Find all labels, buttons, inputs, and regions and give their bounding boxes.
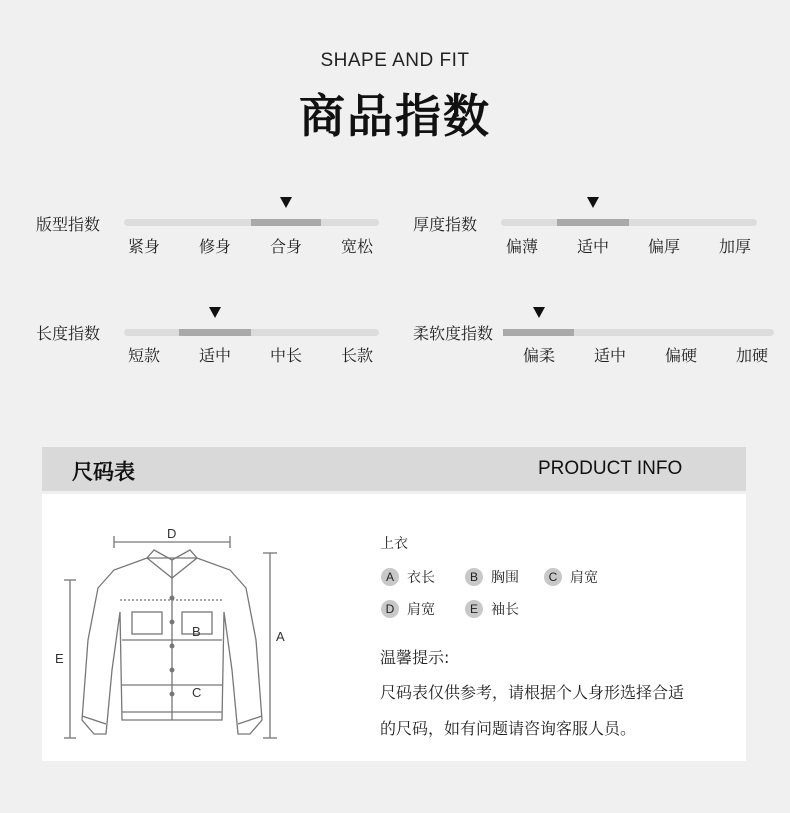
legend-letter-e: E <box>465 600 483 618</box>
softness-index-track <box>503 329 774 336</box>
size-chart-title: 尺码表 <box>72 460 135 484</box>
diagram-label-c: C <box>192 685 202 700</box>
legend-item-a <box>381 567 435 587</box>
legend-text-e: 袖长 <box>491 602 519 618</box>
tip-line-1: 尺码表仅供参考，请根据个人身形选择合适 <box>380 683 685 702</box>
page-title: 商品指数 <box>299 89 491 143</box>
fit-option-4: 宽松 <box>340 237 373 256</box>
thickness-option-1: 偏薄 <box>505 237 538 256</box>
fit-option-2: 修身 <box>198 237 231 256</box>
legend-text-d: 肩宽 <box>407 602 435 618</box>
thickness-index-highlight <box>557 219 629 226</box>
product-info-title: PRODUCT INFO <box>538 458 683 479</box>
length-option-1: 短款 <box>127 346 160 365</box>
thickness-option-3: 偏厚 <box>647 237 680 256</box>
softness-option-4: 加硬 <box>735 346 768 365</box>
diagram-label-a: A <box>276 629 285 644</box>
legend-letter-c: C <box>544 568 562 586</box>
legend-item-d <box>381 599 435 619</box>
softness-index-label: 柔软度指数 <box>413 324 494 343</box>
legend-item-b <box>465 567 519 587</box>
length-index-marker-icon <box>209 307 221 318</box>
length-option-4: 长款 <box>340 346 373 365</box>
tip-line-2: 的尺码，如有问题请咨询客服人员。 <box>380 719 637 738</box>
length-index-track <box>124 329 379 336</box>
length-option-2: 适中 <box>198 346 231 365</box>
diagram-label-b: B <box>192 624 201 639</box>
legend-item-c <box>544 567 598 587</box>
softness-index-highlight <box>503 329 574 336</box>
legend-item-e <box>465 599 519 619</box>
fit-index-label: 版型指数 <box>36 215 101 234</box>
length-index-highlight <box>179 329 251 336</box>
garment-category: 上衣 <box>380 536 408 552</box>
softness-option-1: 偏柔 <box>522 346 555 365</box>
section-subtitle: SHAPE AND FIT <box>320 50 470 71</box>
fit-option-1: 紧身 <box>127 237 160 256</box>
thickness-index-label: 厚度指数 <box>413 215 478 234</box>
length-option-3: 中长 <box>269 346 302 365</box>
legend-text-a: 衣长 <box>407 570 435 586</box>
fit-option-3: 合身 <box>269 237 302 256</box>
diagram-label-d: D <box>167 526 177 541</box>
thickness-index-track <box>501 219 757 226</box>
fit-index-track <box>124 219 379 226</box>
tip-title: 温馨提示: <box>380 648 450 667</box>
softness-option-2: 适中 <box>593 346 626 365</box>
softness-option-3: 偏硬 <box>664 346 697 365</box>
thickness-option-4: 加厚 <box>718 237 751 256</box>
thickness-option-2: 适中 <box>576 237 609 256</box>
thickness-index-marker-icon <box>587 197 599 208</box>
fit-index-highlight <box>251 219 321 226</box>
legend-text-b: 胸围 <box>491 570 519 586</box>
legend-letter-d: D <box>381 600 399 618</box>
fit-index-marker-icon <box>280 197 292 208</box>
legend-text-c: 肩宽 <box>570 570 598 586</box>
length-index-label: 长度指数 <box>36 324 101 343</box>
legend-letter-a: A <box>381 568 399 586</box>
softness-index-marker-icon <box>533 307 545 318</box>
jacket-diagram <box>50 520 290 750</box>
diagram-label-e: E <box>55 651 64 666</box>
legend-letter-b: B <box>465 568 483 586</box>
